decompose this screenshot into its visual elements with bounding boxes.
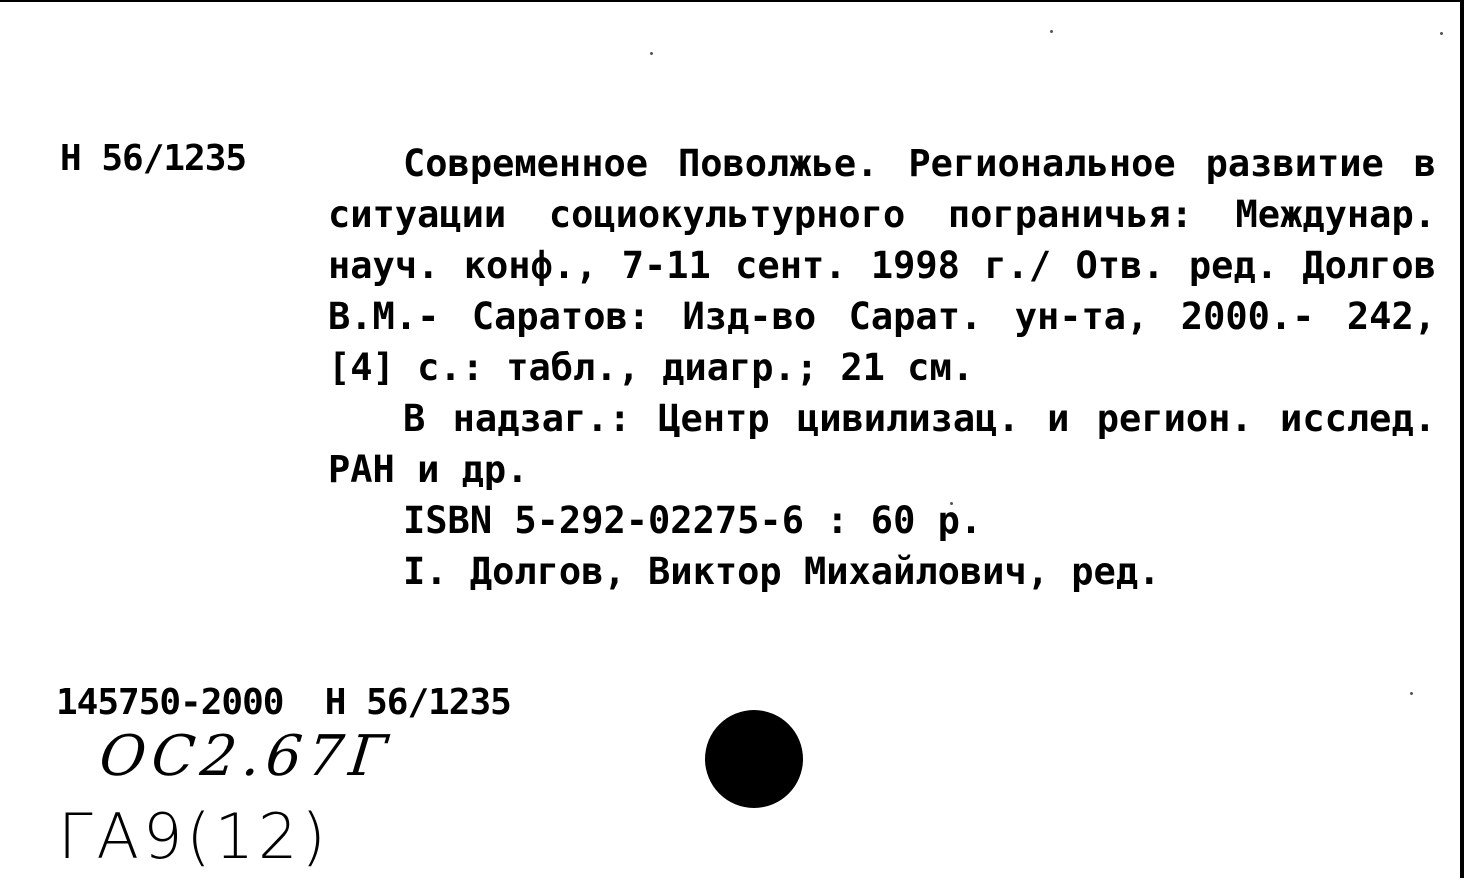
call-number-top: Н 56/1235 (60, 138, 247, 179)
note-line: В надзаг.: Центр цивилизац. и регион. исслед. РАН и др. (328, 397, 1436, 491)
handwritten-code: ОС2.67Г (96, 724, 396, 789)
handwritten-shelf-mark: ГА9(12) (58, 800, 330, 873)
punch-hole (705, 710, 803, 808)
title-block: Современное Поволжье. Региональное развитие в ситуации социокультурного пограничья: Междунар. науч. конф., 7-11 сент. 1998 г./ Отв. ред. Долгов В.М.- Саратов: Изд-во Сарат. ун-та, 2000.- 242, [4] с.: табл., диагр.; 21 см. (328, 142, 1436, 389)
dust-speck (1440, 32, 1443, 35)
dust-speck (1050, 30, 1053, 33)
added-entry-line: I. Долгов, Виктор Михайлович, ред. (403, 550, 1161, 593)
accession-line: 145750-2000 Н 56/1235 (56, 682, 511, 723)
bibliographic-entry (328, 138, 1436, 597)
dust-speck (1410, 692, 1413, 695)
isbn-line: ISBN 5-292-02275-6 : 60 р. (403, 499, 983, 542)
dust-speck (650, 52, 653, 55)
